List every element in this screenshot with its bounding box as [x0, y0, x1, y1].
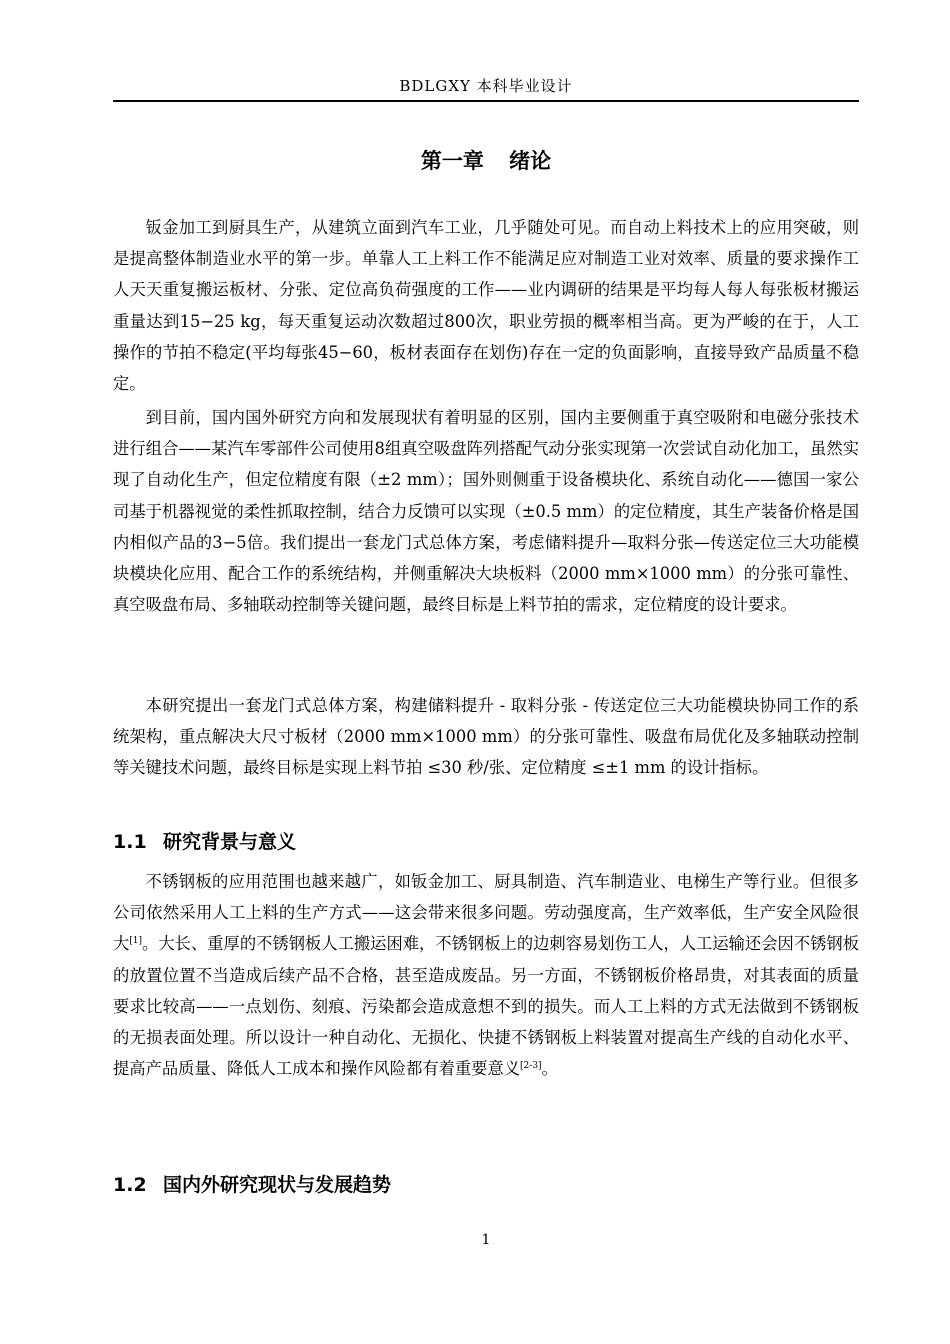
paragraph-text: 不锈钢板的应用范围也越来越广，如钣金加工、厨具制造、汽车制造业、电梯生产等行业。但很多公司依然采用人工上料的生产方式——这会带来很多问题。劳动强度高，生产效率低，生产安全风险很大 — [113, 872, 859, 954]
citation-ref: [1] — [129, 936, 143, 947]
intro-paragraph-2: 到目前，国内国外研究方向和发展现状有着明显的区别，国内主要侧重于真空吸附和电磁分张技术进行组合——某汽车零部件公司使用8组真空吸盘阵列搭配气动分张实现第一次尝试自动化加工，虽然实现了自动化生产，但定位精度有限（±2 mm）；国外则侧重于设备模块化、系统自动化——德国一家公司基于机器视觉的柔性抓取控制，结合力反馈可以实现（±0.5 mm）的定位精度，其生产装备价格是国内相似产品的3−5倍。我们提出一套龙门式总体方案，考虑储料提升—取料分张—传送定位三大功能模块模块化应用、配合工作的系统结构，并侧重解决大块板料（2000 mm×1000 mm）的分张可靠性、真空吸盘布局、多轴联动控制等关键问题，最终目标是上料节拍的需求，定位精度的设计要求。 — [113, 408, 859, 615]
section-number: 1.1 — [113, 831, 147, 853]
section-title: 研究背景与意义 — [163, 831, 297, 853]
section-heading-1-1 — [113, 828, 859, 856]
paragraph-text: 。大长、重厚的不锈钢板人工搬运困难，不锈钢板上的边刺容易划伤工人，人工运输还会因不锈钢板的放置位置不当造成后续产品不合格，甚至造成废品。另一方面，不锈钢板价格昂贵，对其表面的质量要求比较高——一点划伤、刻痕、污染都会造成意想不到的损失。而人工上料的方式无法做到不锈钢板的无损表面处理。所以设计一种自动化、无损化、快捷不锈钢板上料装置对提高生产线的自动化水平、提高产品质量、降低人工成本和操作风险都有着重要意义 — [113, 934, 859, 1079]
section-heading-1-2 — [113, 1171, 859, 1199]
chapter-title: 第一章 绪论 — [420, 149, 552, 173]
header-rule — [113, 100, 859, 102]
running-header: BDLGXY 本科毕业设计 — [399, 77, 573, 95]
intro-paragraph-3: 本研究提出一套龙门式总体方案，构建储料提升 - 取料分张 - 传送定位三大功能模块协同工作的系统架构，重点解决大尺寸板材（2000 mm×1000 mm）的分张可靠性、吸盘布局优化及多轴联动控制等关键技术问题，最终目标是实现上料节拍 ≤30 秒/张、定位精度 ≤±1 mm 的设计指标。 — [113, 696, 859, 778]
background-paragraph — [113, 866, 859, 1084]
section-title: 国内外研究现状与发展趋势 — [163, 1174, 392, 1196]
section-number: 1.2 — [113, 1174, 147, 1196]
citation-ref: [2-3] — [520, 1061, 542, 1072]
paragraph-text: 。 — [541, 1059, 558, 1079]
page-number: 1 — [481, 1232, 491, 1248]
intro-paragraph-1: 钣金加工到厨具生产，从建筑立面到汽车工业，几乎随处可见。而自动上料技术上的应用突破，则是提高整体制造业水平的第一步。单靠人工上料工作不能满足应对制造工业对效率、质量的要求操作工人天天重复搬运板材、分张、定位高负荷强度的工作——业内调研的结果是平均每人每人每张板材搬运重量达到15−25 kg，每天重复运动次数超过800次，职业劳损的概率相当高。更为严峻的在于，人工操作的节拍不稳定(平均每张45−60，板材表面存在划伤)存在一定的负面影响，直接导致产品质量不稳定。 — [113, 218, 859, 394]
